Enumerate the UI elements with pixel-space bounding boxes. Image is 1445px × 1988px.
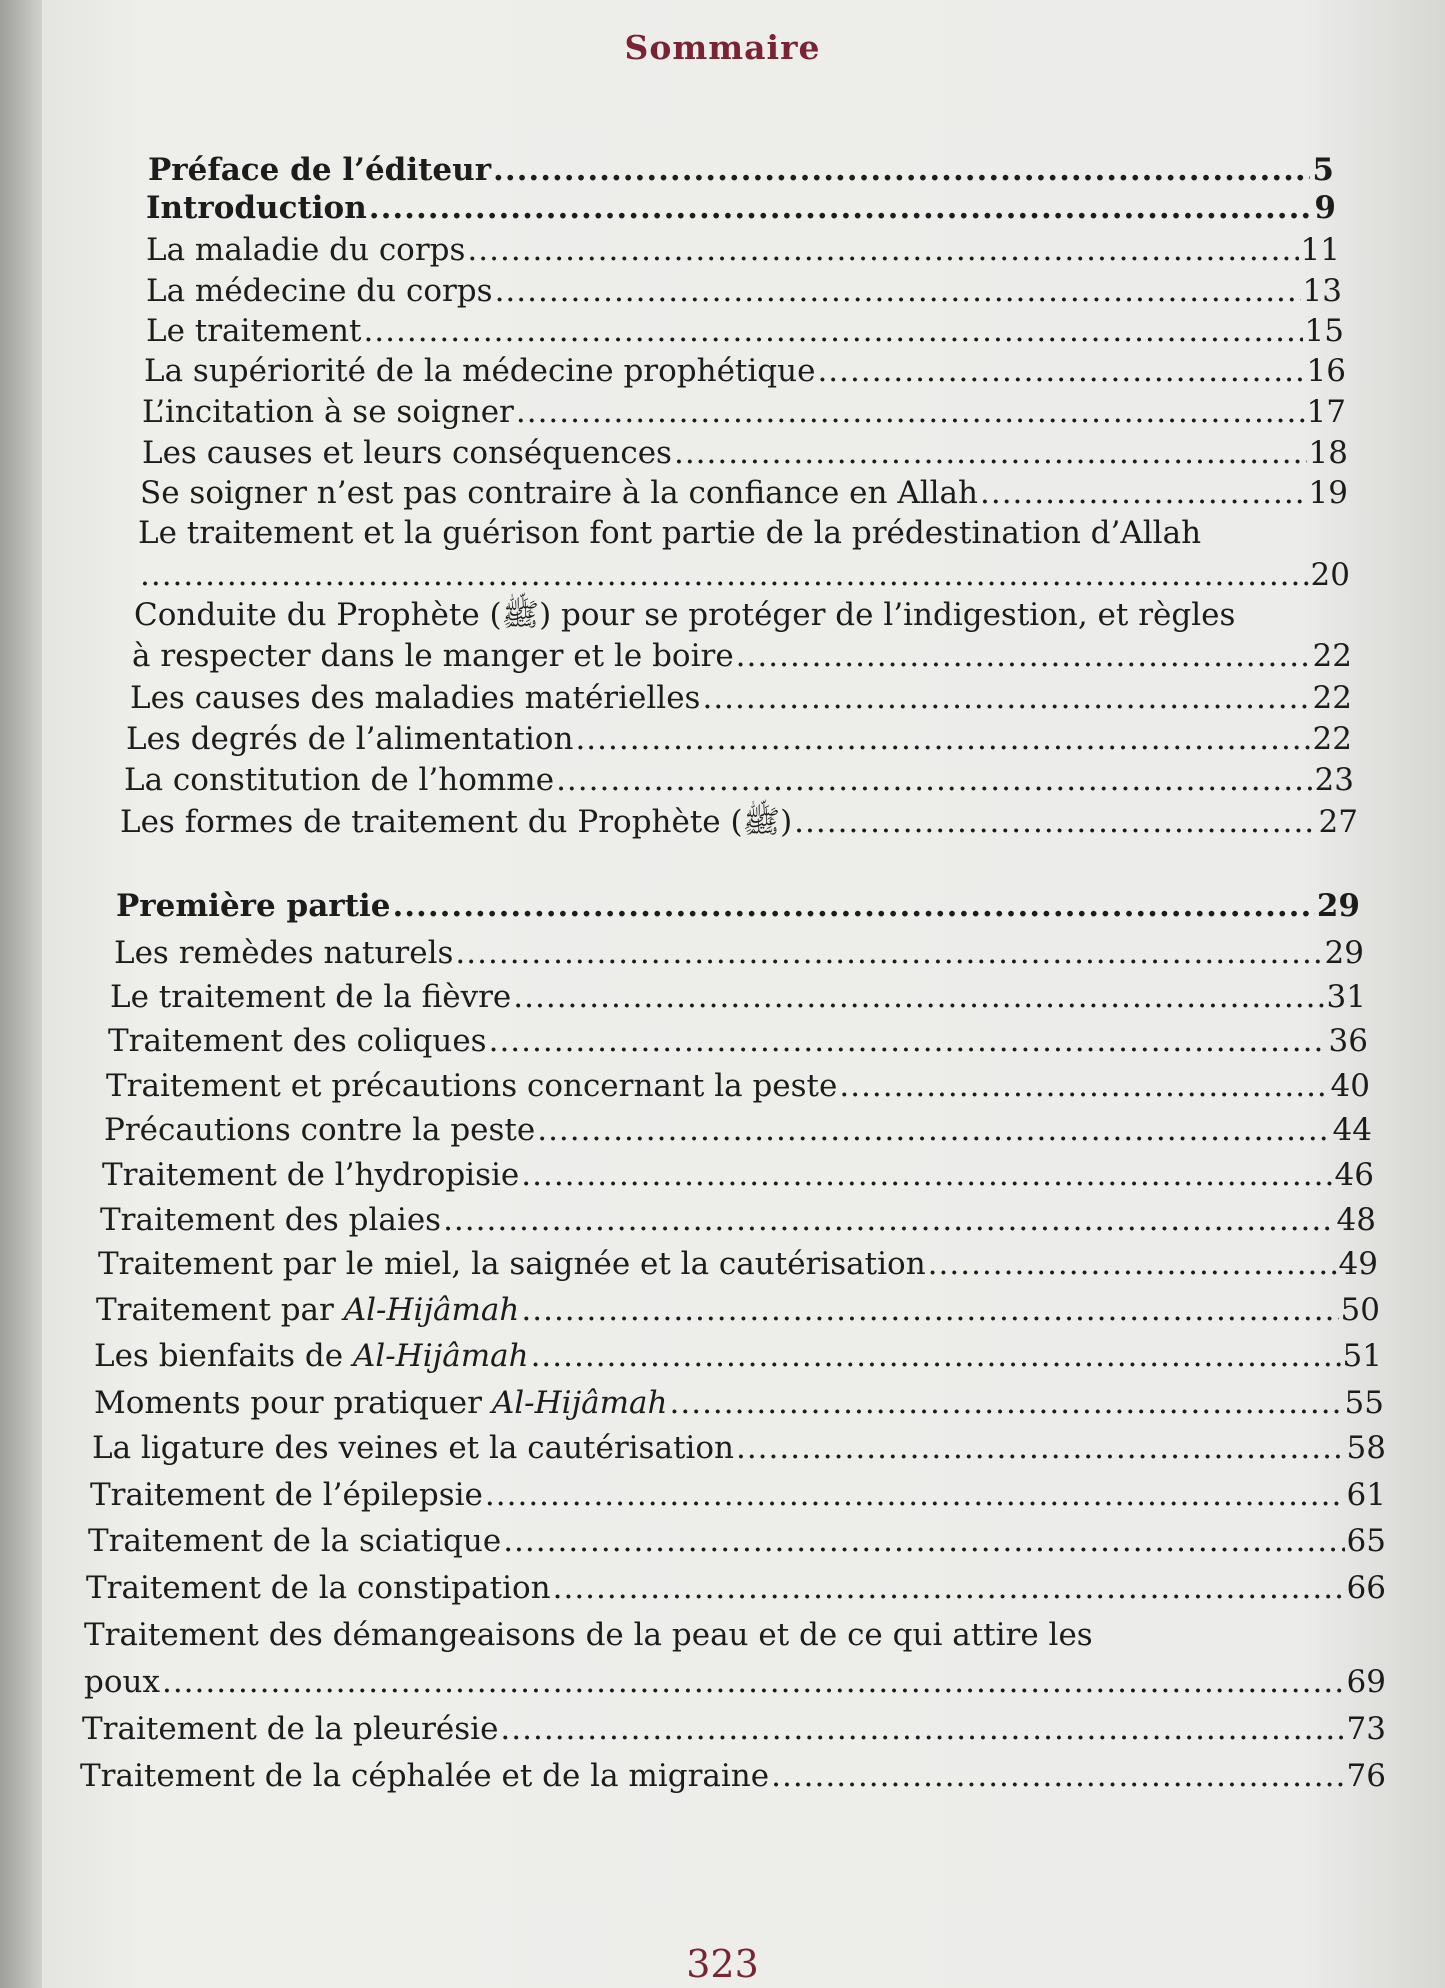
toc-entry xyxy=(144,353,1346,389)
toc-entry-text: Préface de l’éditeur xyxy=(148,152,492,188)
toc-entry-text: poux xyxy=(84,1664,160,1700)
leader-dots xyxy=(537,1112,1330,1148)
toc-page-number: 46 xyxy=(1334,1157,1374,1193)
leader-dots xyxy=(670,1385,1343,1421)
leader-dots xyxy=(162,1664,1345,1700)
toc-entry xyxy=(104,1112,1372,1148)
toc-entry xyxy=(80,1758,1386,1794)
toc-entry-continuation xyxy=(84,1664,1386,1700)
toc-page-number: 27 xyxy=(1318,804,1358,840)
toc-page-number: 16 xyxy=(1306,353,1346,389)
leader-dots xyxy=(500,1711,1344,1747)
toc-entry-text: Les causes et leurs conséquences xyxy=(142,435,672,471)
leader-dots xyxy=(674,435,1307,471)
leader-dots xyxy=(369,190,1313,226)
toc-page-number: 22 xyxy=(1312,638,1352,674)
toc-entry xyxy=(94,1338,1382,1374)
toc-entry-text: Le traitement et la guérison font partie de la prédestination d’Allah xyxy=(138,515,1202,551)
toc-entry-text: Précautions contre la peste xyxy=(104,1112,536,1148)
leader-dots xyxy=(521,1157,1332,1193)
toc-entry xyxy=(130,680,1352,716)
toc-page-number: 17 xyxy=(1306,394,1346,430)
leader-dots xyxy=(516,394,1305,430)
toc-entry-text: La constitution de l’homme xyxy=(124,762,555,798)
toc-page-number: 44 xyxy=(1332,1112,1372,1148)
toc-entry xyxy=(110,979,1366,1015)
toc-entry-text: Première partie xyxy=(116,888,391,924)
toc-entry-italic: Al-Hijâmah xyxy=(491,1385,668,1421)
toc-entry-text: Traitement de l’épilepsie xyxy=(90,1477,483,1513)
toc-entry-text: Traitement de l’hydropisie xyxy=(102,1157,520,1193)
toc-page-number: 61 xyxy=(1346,1477,1386,1513)
leader-dots xyxy=(556,762,1312,798)
toc-page-number: 22 xyxy=(1312,680,1352,716)
leader-dots xyxy=(443,1202,1334,1238)
toc-entry xyxy=(146,232,1340,268)
toc-page-number: 29 xyxy=(1316,888,1360,924)
toc-entry-text: Se soigner n’est pas contraire à la confiance en Allah xyxy=(140,475,978,511)
toc-entry-text: Les causes des maladies matérielles xyxy=(130,680,701,716)
toc-entry xyxy=(120,803,1358,848)
toc-page-number: 5 xyxy=(1312,152,1334,188)
toc-page-number: 11 xyxy=(1300,232,1340,268)
leader-dots xyxy=(467,232,1298,268)
toc-entry xyxy=(126,721,1352,757)
leader-dots xyxy=(839,1068,1328,1104)
toc-page-number: 9 xyxy=(1314,190,1336,226)
leader-dots xyxy=(771,1758,1344,1794)
toc-entry xyxy=(146,313,1344,349)
toc-entry xyxy=(86,1570,1386,1606)
toc-page-number: 55 xyxy=(1344,1385,1384,1421)
leader-dots xyxy=(513,979,1324,1015)
toc-entry xyxy=(100,1202,1376,1238)
toc-page-number: 22 xyxy=(1312,721,1352,757)
leader-dots xyxy=(575,721,1310,757)
toc-entry xyxy=(90,1477,1386,1513)
toc-entry xyxy=(108,1023,1368,1059)
toc-page-number: 49 xyxy=(1338,1246,1378,1282)
toc-entry-text: Les formes de traitement du Prophète (ﷺ) xyxy=(120,804,793,840)
toc-entry xyxy=(124,762,1354,798)
leader-dots xyxy=(736,638,1311,674)
toc-entry xyxy=(142,435,1348,471)
toc-page-number: 66 xyxy=(1346,1570,1386,1606)
toc-entry-text xyxy=(96,1292,519,1328)
toc-entry-text: Introduction xyxy=(146,190,367,226)
toc-entry-text: Traitement par le miel, la saignée et la cautérisation xyxy=(98,1246,926,1282)
toc-entry-text: Les remèdes naturels xyxy=(114,935,454,971)
toc-page-number: 15 xyxy=(1304,313,1344,349)
toc-entry-text: Le traitement de la fièvre xyxy=(110,979,512,1015)
toc-entry-text: Traitement des démangeaisons de la peau et de ce qui attire les xyxy=(84,1617,1093,1653)
toc-page-number: 65 xyxy=(1346,1523,1386,1559)
leader-dots xyxy=(553,1570,1345,1606)
leader-dots xyxy=(531,1338,1341,1374)
toc-entry-text: Traitement de la pleurésie xyxy=(82,1711,499,1747)
leader-dots xyxy=(493,152,1310,188)
toc-page-number: 18 xyxy=(1308,435,1348,471)
page-title: Sommaire xyxy=(624,28,821,67)
toc-entry-text: Conduite du Prophète (ﷺ) pour se protéger de l’indigestion, et règles xyxy=(134,597,1236,633)
toc-entry-text: L’incitation à se soigner xyxy=(142,394,514,430)
leader-dots xyxy=(140,557,1309,593)
toc-entry xyxy=(92,1430,1386,1466)
toc-page-number: 50 xyxy=(1340,1292,1380,1328)
toc-page-number: 13 xyxy=(1302,273,1342,309)
toc-entry-introduction xyxy=(146,190,1336,226)
toc-entry xyxy=(140,475,1348,511)
leader-dots xyxy=(736,1430,1345,1466)
toc-entry-text: La ligature des veines et la cautérisation xyxy=(92,1430,734,1466)
toc-entry-text: Les degrés de l’alimentation xyxy=(126,721,574,757)
leader-dots xyxy=(503,1523,1344,1559)
toc-entry-text: Traitement de la constipation xyxy=(86,1570,551,1606)
toc-entry-text: La médecine du corps xyxy=(146,273,493,309)
page-folio-number: 323 xyxy=(686,1942,759,1986)
toc-entry xyxy=(114,935,1364,971)
toc-entry-italic: Al-Hijâmah xyxy=(352,1338,529,1374)
toc-page-number: 69 xyxy=(1346,1664,1386,1700)
toc-entry-text: Traitement de la sciatique xyxy=(88,1523,502,1559)
toc-page-number: 48 xyxy=(1336,1202,1376,1238)
toc-page-number: 29 xyxy=(1324,935,1364,971)
leader-dots xyxy=(702,680,1310,716)
toc-page-number: 73 xyxy=(1346,1711,1386,1747)
toc-entry-text xyxy=(94,1338,529,1374)
toc-page-number: 23 xyxy=(1314,762,1354,798)
toc-page-number: 19 xyxy=(1308,475,1348,511)
toc-page-number: 51 xyxy=(1342,1338,1382,1374)
toc-entry-continuation xyxy=(132,638,1352,674)
toc-entry xyxy=(96,1292,1380,1328)
toc-entry-text: Traitement et précautions concernant la peste xyxy=(106,1068,838,1104)
toc-entry-prefix: Moments pour pratiquer xyxy=(94,1385,482,1421)
toc-page-number: 58 xyxy=(1346,1430,1386,1466)
leader-dots xyxy=(455,935,1322,971)
leader-dots xyxy=(980,475,1307,511)
toc-entry-continuation xyxy=(138,557,1350,593)
toc-entry-text: La maladie du corps xyxy=(146,232,466,268)
leader-dots xyxy=(392,888,1314,924)
toc-entry-prefix: Traitement par xyxy=(96,1292,334,1328)
leader-dots xyxy=(363,313,1302,349)
leader-dots xyxy=(928,1246,1337,1282)
toc-entry-prefix: Les bienfaits de xyxy=(94,1338,344,1374)
leader-dots xyxy=(521,1292,1338,1328)
toc-entry xyxy=(94,1385,1384,1421)
toc-page-number: 40 xyxy=(1330,1068,1370,1104)
toc-entry xyxy=(98,1246,1378,1282)
toc-entry xyxy=(82,1711,1386,1747)
leader-dots xyxy=(794,804,1316,840)
toc-entry-text: Traitement des plaies xyxy=(100,1202,442,1238)
toc-entry-preface xyxy=(148,152,1334,188)
toc-entry xyxy=(106,1068,1370,1104)
toc-entry-text: Le traitement xyxy=(146,313,362,349)
toc-entry xyxy=(146,273,1342,309)
leader-dots xyxy=(485,1477,1345,1513)
toc-entry xyxy=(102,1157,1374,1193)
toc-page-number: 36 xyxy=(1328,1023,1368,1059)
leader-dots xyxy=(489,1023,1327,1059)
toc-entry xyxy=(88,1523,1386,1559)
toc-entry-text: à respecter dans le manger et le boire xyxy=(132,638,734,674)
toc-entry-text: Traitement des coliques xyxy=(108,1023,487,1059)
toc-entry-text: Traitement de la céphalée et de la migraine xyxy=(80,1758,770,1794)
toc-entry-italic: Al-Hijâmah xyxy=(343,1292,520,1328)
toc-entry xyxy=(142,394,1346,430)
toc-page-number: 31 xyxy=(1326,979,1366,1015)
leader-dots xyxy=(817,353,1304,389)
toc-entry-text: La supériorité de la médecine prophétique xyxy=(144,353,816,389)
toc-page-number: 20 xyxy=(1310,557,1350,593)
toc-part-heading xyxy=(116,888,1360,924)
toc-page-number: 76 xyxy=(1346,1758,1386,1794)
leader-dots xyxy=(495,273,1301,309)
toc-entry-text xyxy=(94,1385,668,1421)
